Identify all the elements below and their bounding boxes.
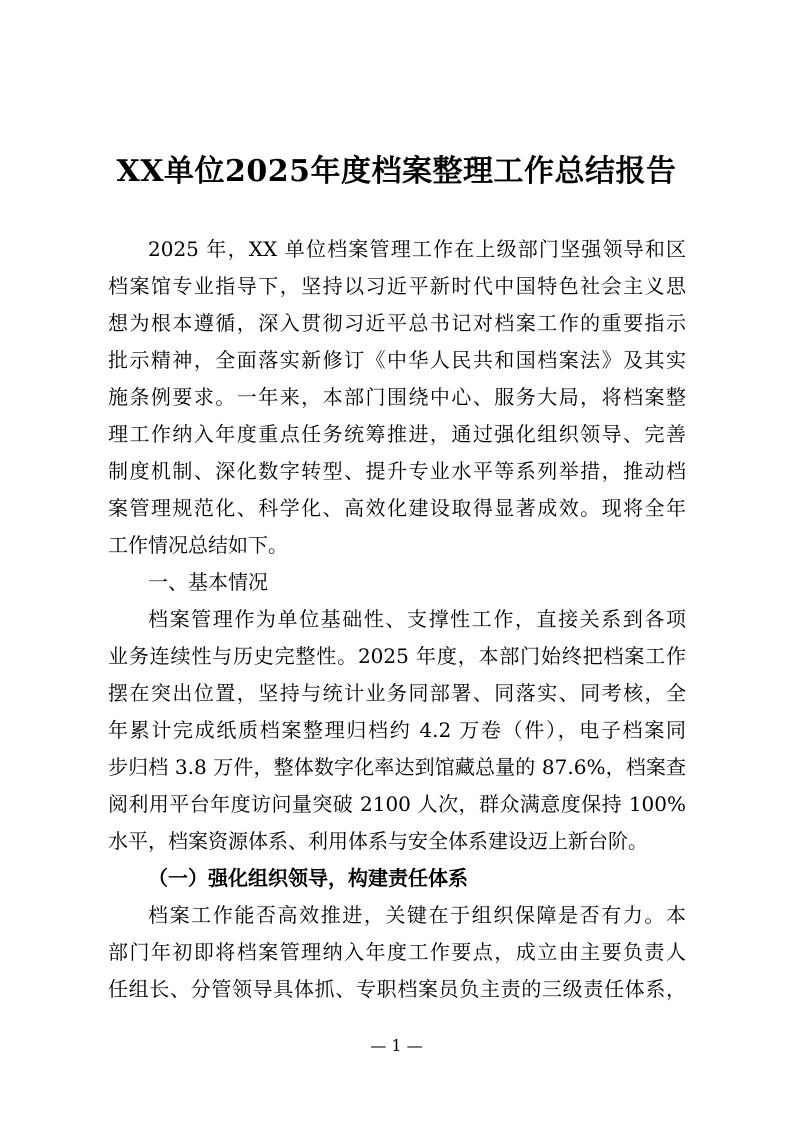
intro-line: 2025 年，XX 单位档案管理工作在上级部门坚强领导和区 xyxy=(148,237,686,261)
intro-line: 施条例要求。一年来，本部门围绕中心、服务大局，将档案整 xyxy=(108,385,686,409)
intro-line: 制度机制、深化数字转型、提升专业水平等系列举措，推动档 xyxy=(108,459,686,483)
section1-line: 摆在突出位置，坚持与统计业务同部署、同落实、同考核，全 xyxy=(108,681,686,705)
section1-line: 步归档 3.8 万件，整体数字化率达到馆藏总量的 87.6%，档案查 xyxy=(108,755,686,779)
intro-line: 案管理规范化、科学化、高效化建设取得显著成效。现将全年 xyxy=(108,496,686,520)
intro-line: 工作情况总结如下。 xyxy=(108,533,288,557)
section1-line: 档案管理作为单位基础性、支撑性工作，直接关系到各项 xyxy=(148,607,686,631)
intro-line: 批示精神，全面落实新修订《中华人民共和国档案法》及其实 xyxy=(108,348,686,372)
subsection-heading: （一）强化组织领导，构建责任体系 xyxy=(148,866,468,890)
section1-line: 年累计完成纸质档案整理归档约 4.2 万卷（件），电子档案同 xyxy=(108,718,686,742)
intro-line: 理工作纳入年度重点任务统筹推进，通过强化组织领导、完善 xyxy=(108,422,686,446)
intro-line: 想为根本遵循，深入贯彻习近平总书记对档案工作的重要指示 xyxy=(108,311,686,335)
subsection1-line: 任组长、分管领导具体抓、专职档案员负主责的三级责任体系， xyxy=(108,977,686,1001)
document-title: XX单位2025年度档案整理工作总结报告 xyxy=(116,154,677,189)
section1-line: 业务连续性与历史完整性。2025 年度，本部门始终把档案工作 xyxy=(108,644,686,668)
section1-line: 水平，档案资源体系、利用体系与安全体系建设迈上新台阶。 xyxy=(108,829,648,853)
subsection1-line: 档案工作能否高效推进，关键在于组织保障是否有力。本 xyxy=(148,903,686,927)
section1-line: 阅利用平台年度访问量突破 2100 人次，群众满意度保持 100% xyxy=(108,792,686,816)
intro-line: 档案馆专业指导下，坚持以习近平新时代中国特色社会主义思 xyxy=(108,274,686,298)
section-heading: 一、基本情况 xyxy=(148,570,268,594)
page-number: — 1 — xyxy=(370,1036,423,1055)
subsection1-line: 部门年初即将档案管理纳入年度工作要点，成立由主要负责人 xyxy=(108,940,686,964)
